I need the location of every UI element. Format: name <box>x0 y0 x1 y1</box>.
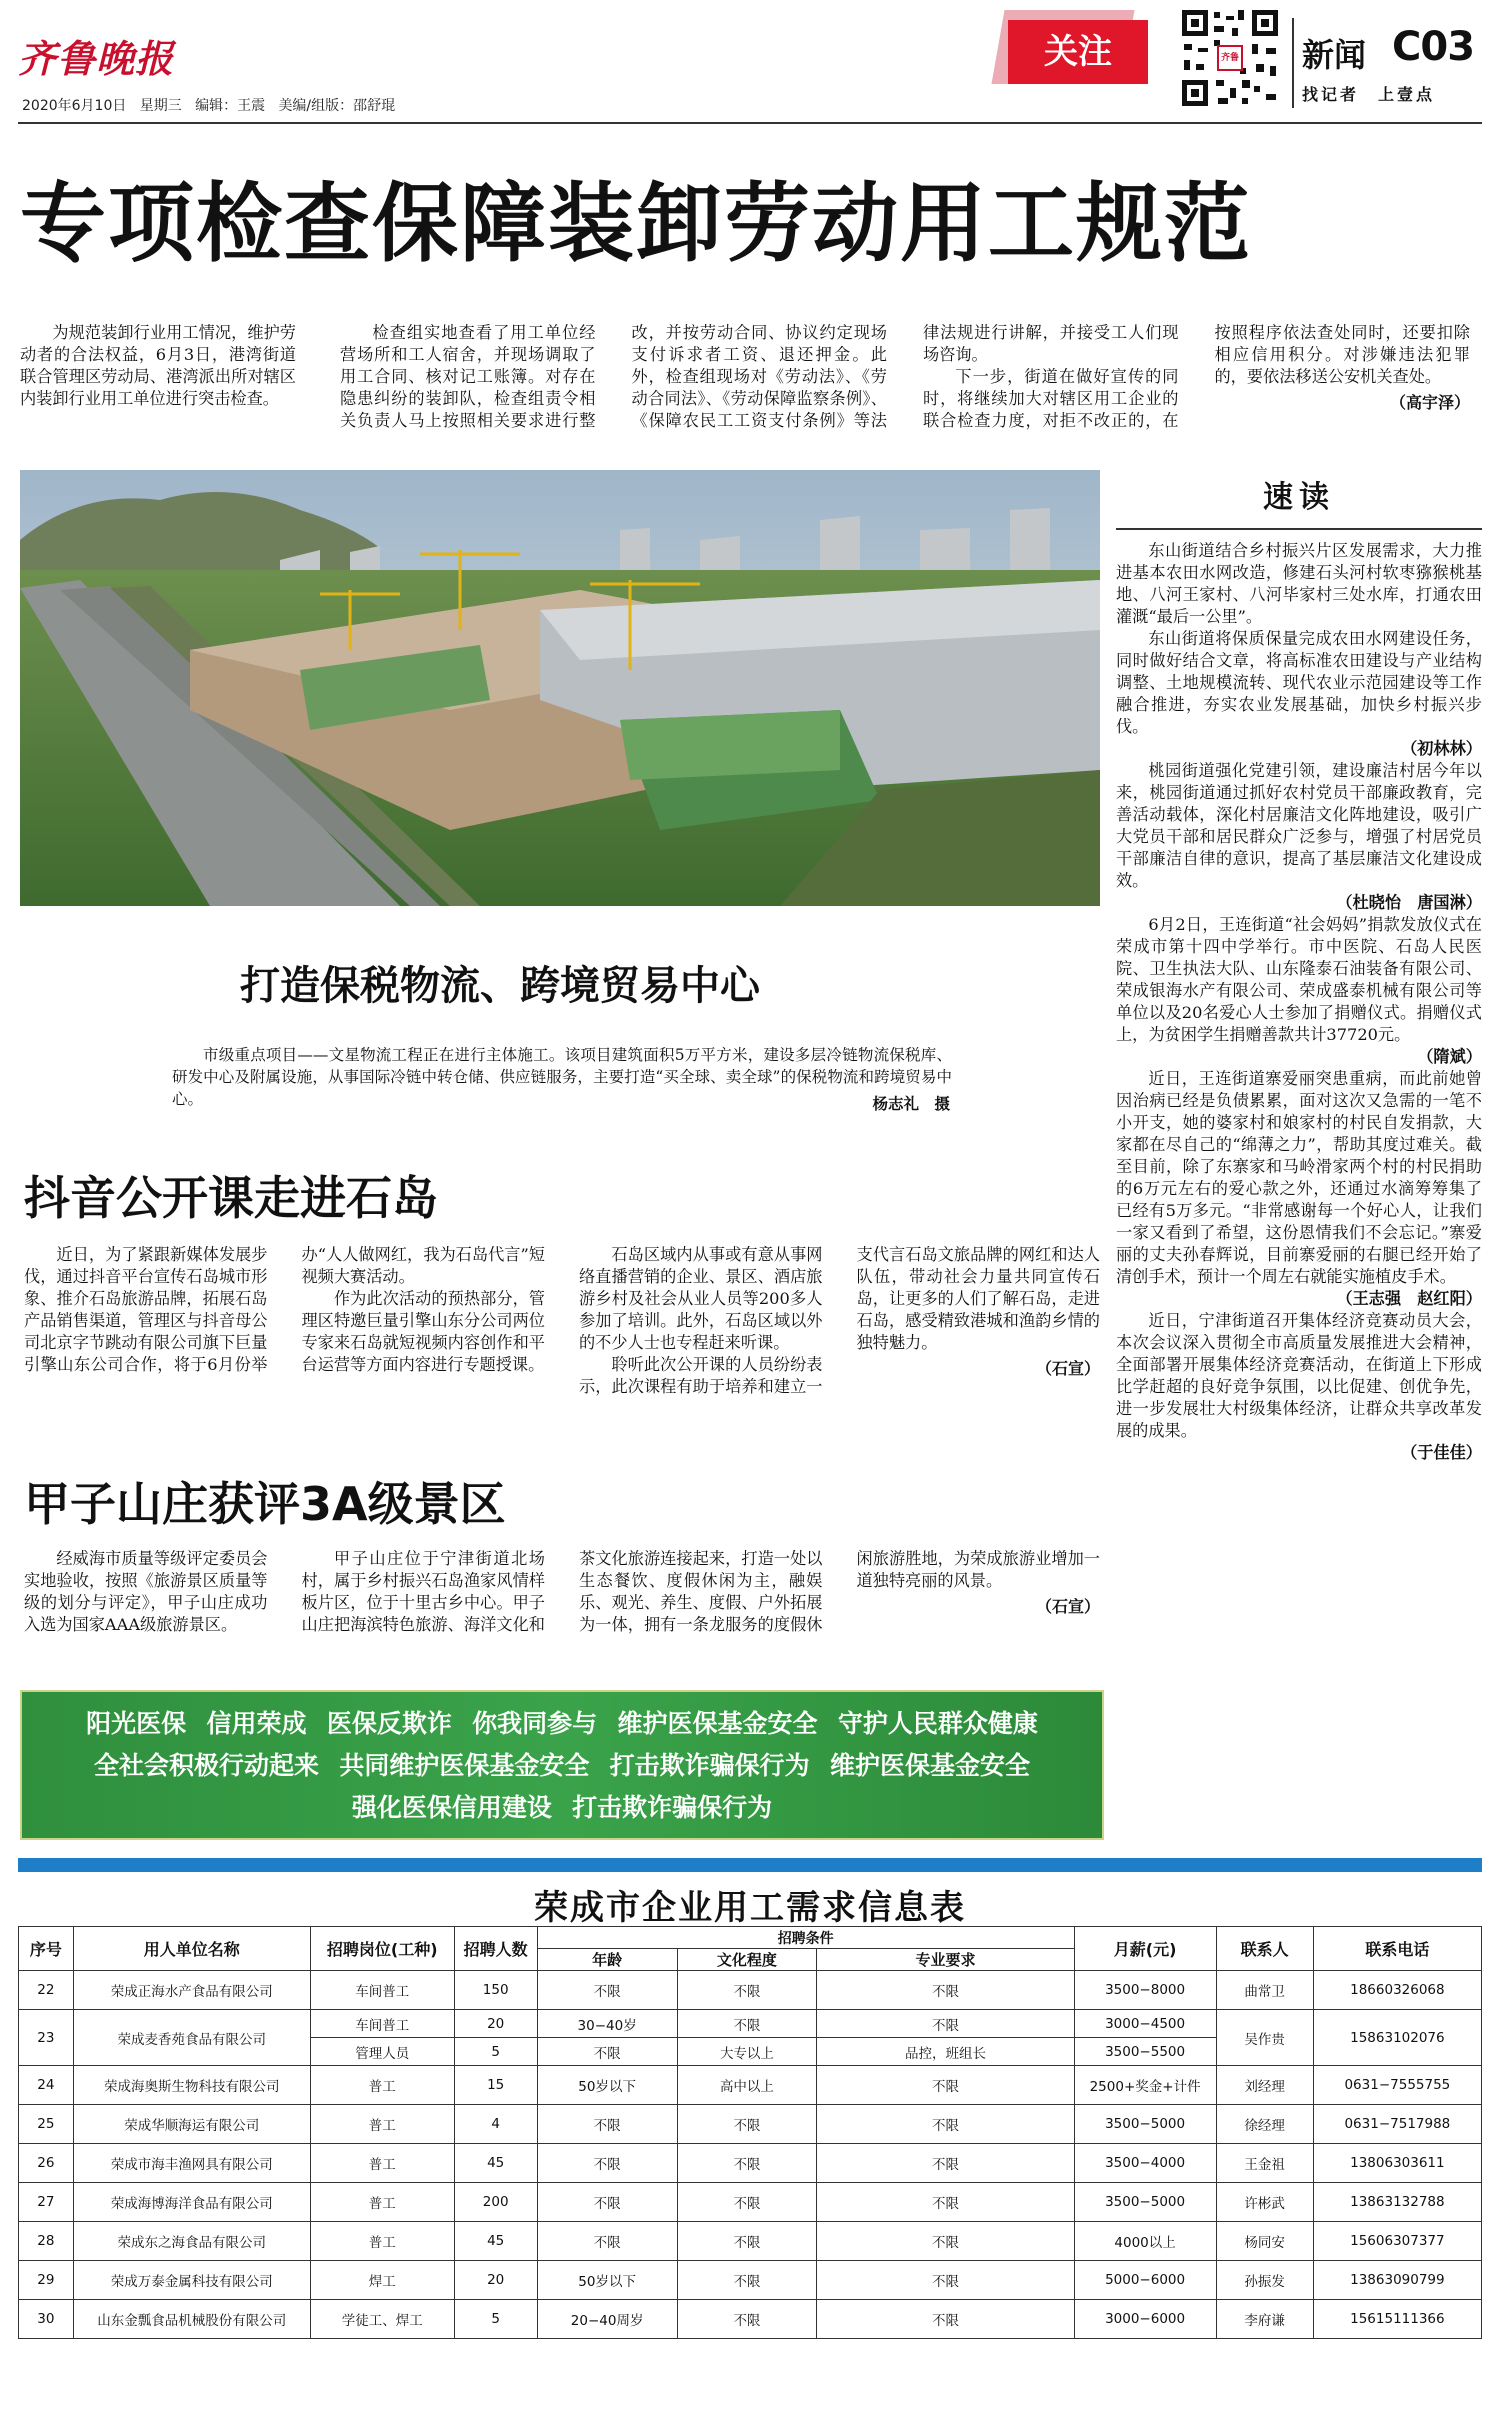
brief-item <box>1116 540 1482 760</box>
company-name: 荣成海奥斯生物科技有限公司 <box>73 2066 310 2105</box>
section-name: 新闻 <box>1302 36 1367 74</box>
brief-item <box>1116 914 1482 1068</box>
lead-para-3: 下一步，街道在做好宣传的同时，将继续加大对辖区用工企业的联合检查力度，对拒不改正的，在按照程序依法查处同时，还要扣除相应信用积分。对涉嫌违法犯罪的，要依法移送公安机关查处。 <box>923 323 1470 430</box>
job-count: 5 <box>454 2038 537 2066</box>
designer: 美编/组版：邵舒琨 <box>278 98 396 114</box>
banner-slogan: 阳光医保 <box>86 1709 187 1738</box>
job-post: 普工 <box>310 2105 454 2144</box>
col-header: 序号 <box>19 1927 74 1971</box>
contact-person: 徐经理 <box>1216 2105 1313 2144</box>
banner-line-3 <box>22 1788 1102 1824</box>
row-number: 26 <box>19 2144 74 2183</box>
editor: 编辑：王震 <box>195 98 266 114</box>
issue-meta <box>22 95 395 115</box>
brief-byline: （王志强 赵红阳） <box>1336 1289 1482 1308</box>
job-post: 普工 <box>310 2144 454 2183</box>
focus-tag: 关注 <box>1008 20 1148 84</box>
brief-para: 近日，王连街道寨爱丽突患重病，而此前她曾因治病已经是负债累累，面对这次又急需的一笔不小开支，她的婆家村和娘家村的村民自发捐款，大家都在尽自己的“绵薄之力”，帮助其度过难关。截至目前，除了东寨家和马岭滑家两个村的村民捐助的6万元左右的爱心款之外，还通过水滴筹筹集了已经有5万多元。“非常感谢每一个好心人，让我们一家又看到了希望，这份恩情我们不会忘记。”寨爱丽的丈夫孙春辉说，目前寨爱丽的右腿已经开始了清创手术，预计一个周左右就能实施植皮手术。 <box>1116 1069 1482 1286</box>
contact-person: 吴作贵 <box>1216 2010 1313 2066</box>
row-number: 22 <box>19 1971 74 2010</box>
brief-para: 东山街道结合乡村振兴片区发展需求，大力推进基本农田水网改造，修建石头河村软枣猕猴桃基地、八河王家村、八河毕家村三处水库，打通农田灌溉“最后一公里”。 <box>1116 541 1482 626</box>
lead-headline: 专项检查保障装卸劳动用工规范 <box>20 174 1252 274</box>
row-number: 30 <box>19 2300 74 2339</box>
photo-story-headline: 打造保税物流、跨境贸易中心 <box>240 963 760 1009</box>
medical-insurance-banner <box>20 1690 1104 1840</box>
company-name: 荣成正海水产食品有限公司 <box>73 1971 310 2010</box>
lead-para-1: 为规范装卸行业用工情况，维护劳动者的合法权益，6月3日，港湾街道联合管理区劳动局、港湾派出所对辖区内装卸行业用工单位进行突击检查。 <box>20 323 296 408</box>
job-education: 不限 <box>677 2222 817 2261</box>
banner-slogan: 信用荣成 <box>206 1709 307 1738</box>
col-header: 月薪(元) <box>1074 1927 1216 1971</box>
jiazi-para-2: 甲子山庄位于宁津街道北场村，属于乡村振兴石岛渔家风情样板片区，位于十里古乡中心。甲子山庄把海滨特色旅游、海洋文化和茶文化旅游连接起来，打造一处以生态餐饮、度假休闲为主，融娱乐、观光、养生、度假、户外拓展为一体，拥有一条龙服务的度假休闲旅游胜地，为荣成旅游业增加一道独特亮丽的风景。 <box>301 1549 1100 1634</box>
job-requirement: 品控，班组长 <box>817 2038 1074 2066</box>
job-education: 不限 <box>677 2105 817 2144</box>
newspaper-logo: 齐鲁晚报 <box>18 36 175 81</box>
job-salary: 4000以上 <box>1074 2222 1216 2261</box>
job-age: 不限 <box>537 1971 677 2010</box>
job-count: 45 <box>454 2144 537 2183</box>
table-row <box>19 2261 1482 2300</box>
sidebar-title-rule <box>1116 528 1482 530</box>
brief-byline: （杜晓怡 唐国淋） <box>1336 893 1482 912</box>
table-row <box>19 2010 1482 2038</box>
douyin-para-4: 聆听此次公开课的人员纷纷表示，此次课程有助于培养和建立一支代言石岛文旅品牌的网红和达人队伍，带动社会力量共同宣传石岛，让更多的人们了解石岛，走进石岛，感受精致港城和渔韵乡情的独特魅力。 <box>579 1245 1100 1396</box>
page-number: C03 <box>1392 24 1475 70</box>
job-requirement: 不限 <box>817 1971 1074 2010</box>
job-count: 20 <box>454 2261 537 2300</box>
job-requirement: 不限 <box>817 2144 1074 2183</box>
job-count: 20 <box>454 2010 537 2038</box>
table-row <box>19 2144 1482 2183</box>
job-age: 20−40周岁 <box>537 2300 677 2339</box>
table-row <box>19 2222 1482 2261</box>
job-salary: 2500+奖金+计件 <box>1074 2066 1216 2105</box>
lead-para-2: 检查组实地查看了用工单位经营场所和工人宿舍，并现场调取了用工合同、核对记工账簿。对存在隐患纠纷的装卸队，检查组责令相关负责人马上按照相关要求进行整改，并按劳动合同、协议约定现场支付诉求者工资、退还押金。此外，检查组现场对《劳动法》、《劳动合同法》、《劳动保障监察条例》、《保障农民工工资支付条例》等法律法规进行讲解，并接受工人们现场咨询。 <box>340 323 1179 430</box>
qr-center-label: 齐鲁 <box>1220 53 1239 63</box>
job-education: 大专以上 <box>677 2038 817 2066</box>
job-table <box>18 1926 1482 2339</box>
masthead-rule <box>18 122 1482 124</box>
job-post: 普工 <box>310 2183 454 2222</box>
photo-credit: 杨志礼 摄 <box>872 1094 950 1113</box>
douyin-body <box>24 1244 1100 1492</box>
job-count: 5 <box>454 2300 537 2339</box>
job-post: 管理人员 <box>310 2038 454 2066</box>
contact-phone: 13863132788 <box>1313 2183 1481 2222</box>
job-table-section <box>18 1858 1482 2398</box>
table-row <box>19 2066 1482 2105</box>
douyin-para-3: 石岛区域内从事或有意从事网络直播营销的企业、景区、酒店旅游乡村及社会从业人员等200多人参加了培训。此外，石岛区域以外的不少人士也专程赶来听课。 <box>579 1245 823 1352</box>
job-salary: 3500−5000 <box>1074 2105 1216 2144</box>
banner-line-2 <box>22 1746 1102 1782</box>
brief-item <box>1116 760 1482 914</box>
job-table-body <box>19 1971 1482 2339</box>
banner-slogan: 全社会积极行动起来 <box>93 1751 319 1780</box>
contact-person: 刘经理 <box>1216 2066 1313 2105</box>
job-requirement: 不限 <box>817 2105 1074 2144</box>
contact-phone: 15606307377 <box>1313 2222 1481 2261</box>
brief-byline: （初林林） <box>1401 739 1482 758</box>
lead-cols-flow <box>340 322 1470 434</box>
job-requirement: 不限 <box>817 2183 1074 2222</box>
job-count: 4 <box>454 2105 537 2144</box>
job-education: 不限 <box>677 1971 817 2010</box>
job-education: 不限 <box>677 2183 817 2222</box>
brief-para: 近日，宁津街道召开集体经济竞赛动员大会，本次会议深入贯彻全市高质量发展推进大会精神，全面部署开展集体经济竞赛活动，在街道上下形成比学赶超的良好竞争氛围，以比促建、创优争先，进一步发展壮大村级集体经济，让群众共享改革发展的成果。 <box>1116 1311 1482 1440</box>
jiazi-body <box>24 1548 1100 1670</box>
col-header: 专业要求 <box>817 1949 1074 1971</box>
company-name: 荣成华顺海运有限公司 <box>73 2105 310 2144</box>
banner-slogan: 你我同参与 <box>472 1709 598 1738</box>
col-header: 招聘条件 <box>537 1927 1074 1949</box>
lead-byline: （高宇泽） <box>1389 393 1470 412</box>
job-education: 不限 <box>677 2261 817 2300</box>
col-header: 年龄 <box>537 1949 677 1971</box>
brief-para: 桃园街道强化党建引领，建设廉洁村居今年以来，桃园街道通过抓好农村党员干部廉政教育，完善活动载体，深化村居廉洁文化阵地建设，吸引广大党员干部和居民群众广泛参与，增强了村居党员干部廉洁自律的意识，提高了基层廉洁文化建设成效。 <box>1116 761 1482 890</box>
job-age: 30−40岁 <box>537 2010 677 2038</box>
douyin-byline: （石宣） <box>1035 1359 1100 1378</box>
company-name: 荣成万泰金属科技有限公司 <box>73 2261 310 2300</box>
job-education: 不限 <box>677 2010 817 2038</box>
job-post: 焊工 <box>310 2261 454 2300</box>
job-age: 不限 <box>537 2105 677 2144</box>
job-requirement: 不限 <box>817 2222 1074 2261</box>
douyin-para-2: 作为此次活动的预热部分，管理区特邀巨量引擎山东分公司两位专家来石岛就短视频内容创作和平台运营等方面内容进行专题授课。 <box>301 1289 545 1374</box>
job-education: 不限 <box>677 2300 817 2339</box>
row-number: 24 <box>19 2066 74 2105</box>
jiazi-byline: （石宣） <box>1035 1597 1100 1616</box>
company-name: 山东金瓢食品机械股份有限公司 <box>73 2300 310 2339</box>
col-header: 联系人 <box>1216 1927 1313 1971</box>
contact-person: 许彬武 <box>1216 2183 1313 2222</box>
contact-person: 杨同安 <box>1216 2222 1313 2261</box>
company-name: 荣成市海丰渔网具有限公司 <box>73 2144 310 2183</box>
qr-code <box>1180 8 1280 108</box>
col-header: 招聘岗位(工种) <box>310 1927 454 1971</box>
banner-slogan: 打击欺诈骗保行为 <box>572 1793 773 1822</box>
job-table-title: 荣成市企业用工需求信息表 <box>534 1888 966 1928</box>
job-post: 车间普工 <box>310 1971 454 2010</box>
job-age: 不限 <box>537 2183 677 2222</box>
job-count: 15 <box>454 2066 537 2105</box>
banner-slogan: 医保反欺诈 <box>326 1709 452 1738</box>
job-education: 不限 <box>677 2144 817 2183</box>
job-salary: 3500−8000 <box>1074 1971 1216 2010</box>
sidebar-title: 速读 <box>1263 480 1335 515</box>
row-number: 23 <box>19 2010 74 2066</box>
table-top-bar <box>18 1858 1482 1872</box>
reporter-note: 找记者 上壹点 <box>1302 85 1436 104</box>
banner-slogan: 维护医保基金安全 <box>617 1709 818 1738</box>
contact-phone: 18660326068 <box>1313 1971 1481 2010</box>
job-salary: 3000−4500 <box>1074 2010 1216 2038</box>
contact-phone: 13806303611 <box>1313 2144 1481 2183</box>
row-number: 28 <box>19 2222 74 2261</box>
job-age: 50岁以下 <box>537 2261 677 2300</box>
job-post: 普工 <box>310 2066 454 2105</box>
job-salary: 5000−6000 <box>1074 2261 1216 2300</box>
job-age: 不限 <box>537 2038 677 2066</box>
company-name: 荣成麦香苑食品有限公司 <box>73 2010 310 2066</box>
construction-photo <box>20 470 1100 906</box>
job-requirement: 不限 <box>817 2300 1074 2339</box>
job-salary: 3000−6000 <box>1074 2300 1216 2339</box>
job-requirement: 不限 <box>817 2066 1074 2105</box>
job-requirement: 不限 <box>817 2261 1074 2300</box>
table-row <box>19 2183 1482 2222</box>
job-post: 学徒工、焊工 <box>310 2300 454 2339</box>
contact-person: 王金祖 <box>1216 2144 1313 2183</box>
job-requirement: 不限 <box>817 2010 1074 2038</box>
brief-item <box>1116 1068 1482 1310</box>
douyin-headline: 抖音公开课走进石岛 <box>24 1171 438 1225</box>
contact-person: 曲常卫 <box>1216 1971 1313 2010</box>
brief-byline: （于佳佳） <box>1401 1443 1482 1462</box>
contact-person: 孙振发 <box>1216 2261 1313 2300</box>
row-number: 27 <box>19 2183 74 2222</box>
quick-read-sidebar <box>1116 460 1482 1840</box>
job-count: 200 <box>454 2183 537 2222</box>
jiazi-para-1: 经威海市质量等级评定委员会实地验收，按照《旅游景区质量等级的划分与评定》，甲子山庄成功入选为国家AAA级旅游景区。 <box>24 1549 268 1634</box>
banner-line-1 <box>22 1704 1102 1740</box>
job-post: 普工 <box>310 2222 454 2261</box>
contact-person: 李府谦 <box>1216 2300 1313 2339</box>
col-header: 文化程度 <box>677 1949 817 1971</box>
banner-slogan: 强化医保信用建设 <box>351 1793 552 1822</box>
banner-slogan: 共同维护医保基金安全 <box>339 1751 590 1780</box>
job-age: 50岁以下 <box>537 2066 677 2105</box>
jiazi-headline: 甲子山庄获评3A级景区 <box>24 1477 506 1531</box>
row-number: 29 <box>19 2261 74 2300</box>
photo-caption: 市级重点项目——文星物流工程正在进行主体施工。该项目建筑面积5万平方米，建设多层冷链物流保税库、研发中心及附属设施，从事国际冷链中转仓储、供应链服务，主要打造“买全球、卖全球”的保税物流和跨境贸易中心。 <box>172 1046 952 1108</box>
brief-byline: （隋斌） <box>1417 1047 1482 1066</box>
douyin-para-1: 近日，为了紧跟新媒体发展步伐，通过抖音平台宣传石岛城市形象、推介石岛旅游品牌，拓展石岛产品销售渠道，管理区与抖音母公司北京字节跳动有限公司旗下巨量引擎山东公司合作，将于6月份举办“人人做网红，我为石岛代言”短视频大赛活动。 <box>24 1245 545 1374</box>
table-row <box>19 2105 1482 2144</box>
issue-weekday: 星期三 <box>139 98 182 114</box>
masthead-divider <box>1292 18 1294 108</box>
masthead <box>0 0 1500 140</box>
contact-phone: 0631−7555755 <box>1313 2066 1481 2105</box>
banner-slogan: 打击欺诈骗保行为 <box>609 1751 810 1780</box>
job-salary: 3500−4000 <box>1074 2144 1216 2183</box>
contact-phone: 15615111366 <box>1313 2300 1481 2339</box>
job-age: 不限 <box>537 2222 677 2261</box>
contact-phone: 13863090799 <box>1313 2261 1481 2300</box>
brief-item <box>1116 1310 1482 1464</box>
issue-date: 2020年6月10日 <box>22 98 127 114</box>
job-count: 45 <box>454 2222 537 2261</box>
col-header: 联系电话 <box>1313 1927 1481 1971</box>
col-header: 用人单位名称 <box>73 1927 310 1971</box>
banner-slogan: 守护人民群众健康 <box>837 1709 1038 1738</box>
company-name: 荣成东之海食品有限公司 <box>73 2222 310 2261</box>
banner-slogan: 维护医保基金安全 <box>830 1751 1031 1780</box>
col-header: 招聘人数 <box>454 1927 537 1971</box>
contact-phone: 15863102076 <box>1313 2010 1481 2066</box>
sidebar-briefs <box>1116 540 1482 1464</box>
brief-para: 6月2日，王连街道“社会妈妈”捐款发放仪式在荣成市第十四中学举行。市中医院、石岛人民医院、卫生执法大队、山东隆泰石油装备有限公司、荣成银海水产有限公司、荣成盛泰机械有限公司等单位以及20名爱心人士参加了捐赠仪式。捐赠仪式上，为贫困学生捐赠善款共计37720元。 <box>1116 915 1482 1044</box>
contact-phone: 0631−7517988 <box>1313 2105 1481 2144</box>
row-number: 25 <box>19 2105 74 2144</box>
job-age: 不限 <box>537 2144 677 2183</box>
job-table-wrap <box>18 1926 1482 2339</box>
table-row <box>19 2300 1482 2339</box>
brief-para: 东山街道将保质保量完成农田水网建设任务，同时做好结合文章，将高标准农田建设与产业结构调整、土地规模流转、现代农业示范园建设等工作融合推进，夯实农业发展基础，加快乡村振兴步伐。 <box>1116 629 1482 736</box>
job-salary: 3500−5500 <box>1074 2038 1216 2066</box>
job-count: 150 <box>454 1971 537 2010</box>
job-post: 车间普工 <box>310 2010 454 2038</box>
job-salary: 3500−5000 <box>1074 2183 1216 2222</box>
company-name: 荣成海博海洋食品有限公司 <box>73 2183 310 2222</box>
table-row <box>19 1971 1482 2010</box>
job-education: 高中以上 <box>677 2066 817 2105</box>
